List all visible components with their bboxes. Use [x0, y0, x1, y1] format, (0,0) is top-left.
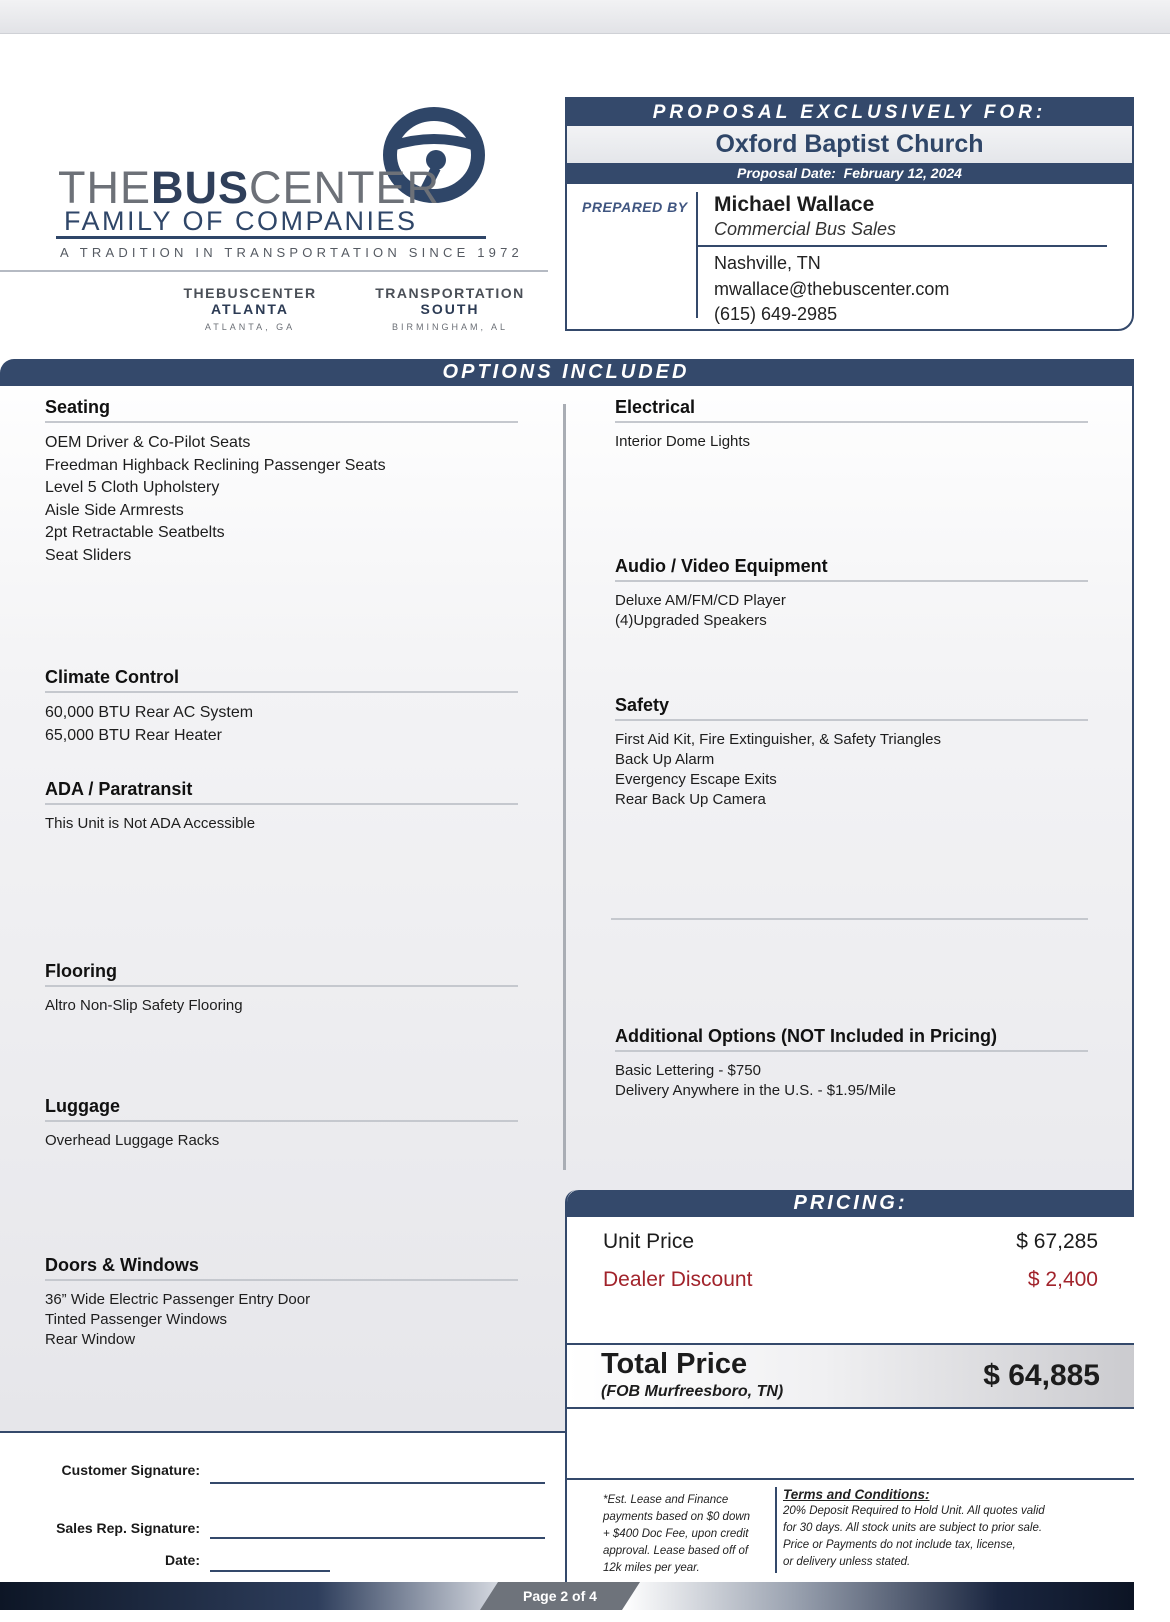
list-item: OEM Driver & Co-Pilot Seats	[45, 434, 251, 451]
section-seating	[45, 397, 518, 567]
column-separator	[563, 404, 566, 1170]
dealer-discount-row	[603, 1268, 1098, 1292]
discount-label: Dealer Discount	[603, 1268, 753, 1291]
list-item: *Est. Lease and Finance	[603, 1494, 729, 1506]
item-list	[45, 1290, 518, 1350]
unit-price-row	[603, 1230, 1098, 1254]
top-toolbar-strip	[0, 0, 1170, 34]
list-item: Overhead Luggage Racks	[45, 1132, 220, 1149]
list-item: 65,000 BTU Rear Heater	[45, 726, 222, 744]
options-header: OPTIONS INCLUDED	[0, 359, 1132, 386]
terms-conditions	[783, 1486, 1123, 1571]
logo-divider	[0, 270, 548, 272]
list-item: Seat Sliders	[45, 546, 132, 564]
section-title: Seating	[45, 397, 518, 423]
list-item: Evergency Escape Exits	[615, 771, 777, 788]
list-item: Tinted Passenger Windows	[45, 1311, 228, 1328]
sales-rep-signature-label: Sales Rep. Signature:	[56, 1520, 200, 1536]
list-item: Delivery Anywhere in the U.S. - $1.95/Mile	[615, 1082, 896, 1099]
section-title: Safety	[615, 695, 1088, 721]
item-list	[45, 814, 518, 834]
item-list	[615, 591, 1088, 631]
section-safety	[615, 695, 1088, 810]
section-ada	[45, 779, 518, 834]
list-item: 60,000 BTU Rear AC System	[45, 704, 254, 721]
unit-price-label: Unit Price	[603, 1230, 695, 1253]
fob-note: (FOB Murfreesboro, TN)	[601, 1383, 784, 1400]
pricing-panel	[565, 1190, 1134, 1582]
item-list	[615, 432, 1088, 452]
proposal-date: Proposal Date: February 12, 2024	[567, 163, 1132, 184]
rep-location: Nashville, TN	[714, 253, 821, 273]
item-list	[45, 996, 518, 1016]
item-list	[45, 1131, 518, 1151]
list-item: Altro Non-Slip Safety Flooring	[45, 997, 243, 1014]
terms-title: Terms and Conditions:	[783, 1487, 930, 1502]
list-item: 36” Wide Electric Passenger Entry Door	[45, 1291, 311, 1308]
list-item: Freedman Highback Reclining Passenger Seats	[45, 456, 386, 474]
page-number: Page 2 of 4	[523, 1588, 597, 1604]
unit-price-value: $ 67,285	[1016, 1230, 1098, 1253]
brand-tagline: A TRADITION IN TRANSPORTATION SINCE 1972	[60, 245, 523, 260]
list-item: or delivery unless stated.	[783, 1556, 911, 1568]
brand-name: THEBUSCENTER	[58, 162, 441, 213]
rep-email[interactable]: mwallace@thebuscenter.com	[714, 279, 950, 299]
section-title: Climate Control	[45, 667, 518, 693]
list-item: for 30 days. All stock units are subject to prior sale.	[783, 1522, 1043, 1534]
customer-signature-label: Customer Signature:	[61, 1462, 200, 1478]
list-item: Level 5 Cloth Upholstery	[45, 479, 220, 496]
date-label: Date:	[164, 1552, 200, 1568]
list-item: Price or Payments do not include tax, license,	[783, 1539, 1016, 1551]
sub-brand-south: TRANSPORTATION SOUTH BIRMINGHAM, AL	[375, 285, 525, 332]
item-list	[615, 1061, 1088, 1101]
rep-title: Commercial Bus Sales	[714, 219, 897, 239]
list-item: (4)Upgraded Speakers	[615, 612, 767, 629]
list-item: Back Up Alarm	[615, 751, 715, 768]
brand-family: FAMILY OF COMPANIES	[64, 206, 418, 236]
proposal-header: PROPOSAL EXCLUSIVELY FOR:	[567, 99, 1132, 126]
item-list	[615, 730, 1088, 810]
rep-name: Michael Wallace	[714, 193, 875, 216]
section-title: Flooring	[45, 961, 518, 987]
section-divider	[611, 918, 1088, 920]
item-list	[45, 432, 518, 567]
section-additional-options	[615, 1026, 1088, 1101]
prepared-by-label: PREPARED BY	[582, 199, 688, 215]
customer-signature-line[interactable]	[210, 1482, 545, 1484]
list-item: approval. Lease based off of	[603, 1545, 749, 1557]
section-title: Doors & Windows	[45, 1255, 518, 1281]
terms-text	[783, 1503, 1123, 1571]
section-title: Audio / Video Equipment	[615, 556, 1088, 582]
company-logo	[0, 100, 548, 340]
section-title: ADA / Paratransit	[45, 779, 518, 805]
section-flooring	[45, 961, 518, 1016]
section-title: Additional Options (NOT Included in Pricing)	[615, 1026, 1088, 1052]
total-price-band	[567, 1343, 1134, 1409]
total-price-value: $ 64,885	[983, 1359, 1100, 1392]
section-climate	[45, 667, 518, 747]
list-item: 20% Deposit Required to Hold Unit. All quotes valid	[783, 1505, 1045, 1517]
logo-underline	[56, 236, 486, 239]
section-audio-video	[615, 556, 1088, 631]
page-footer	[0, 1582, 1134, 1610]
fine-print-divider	[775, 1487, 777, 1573]
list-item: This Unit is Not ADA Accessible	[45, 815, 256, 832]
proposal-box	[565, 97, 1134, 331]
item-list	[45, 702, 518, 747]
section-doors-windows	[45, 1255, 518, 1350]
list-item: + $400 Doc Fee, upon credit	[603, 1528, 749, 1540]
discount-value: $ 2,400	[1027, 1268, 1098, 1291]
section-electrical	[615, 397, 1088, 452]
section-title: Electrical	[615, 397, 1088, 423]
pricing-header: PRICING:	[567, 1190, 1134, 1217]
list-item: Rear Back Up Camera	[615, 791, 766, 808]
list-item: Aisle Side Armrests	[45, 501, 184, 519]
list-item: Basic Lettering - $750	[615, 1062, 761, 1079]
rep-phone[interactable]: (615) 649-2985	[714, 304, 838, 324]
list-item: 2pt Retractable Seatbelts	[45, 524, 225, 541]
total-price-label: Total Price	[601, 1348, 748, 1380]
list-item: Deluxe AM/FM/CD Player	[615, 592, 786, 609]
rep-divider	[698, 245, 1107, 247]
prepared-by-divider	[696, 192, 698, 318]
list-item: payments based on $0 down	[603, 1511, 751, 1523]
sub-brand-atlanta: THEBUSCENTER ATLANTA ATLANTA, GA	[183, 285, 317, 332]
sales-rep-signature-line[interactable]	[210, 1537, 545, 1539]
pricing-divider	[567, 1478, 1134, 1480]
list-item: Interior Dome Lights	[615, 433, 751, 450]
section-title: Luggage	[45, 1096, 518, 1122]
list-item: 12k miles per year.	[603, 1562, 700, 1574]
section-luggage	[45, 1096, 518, 1151]
date-line[interactable]	[210, 1570, 330, 1572]
list-item: Rear Window	[45, 1331, 136, 1348]
list-item: First Aid Kit, Fire Extinguisher, & Safety Triangles	[615, 731, 941, 748]
client-name: Oxford Baptist Church	[567, 126, 1132, 163]
lease-note	[603, 1492, 768, 1577]
